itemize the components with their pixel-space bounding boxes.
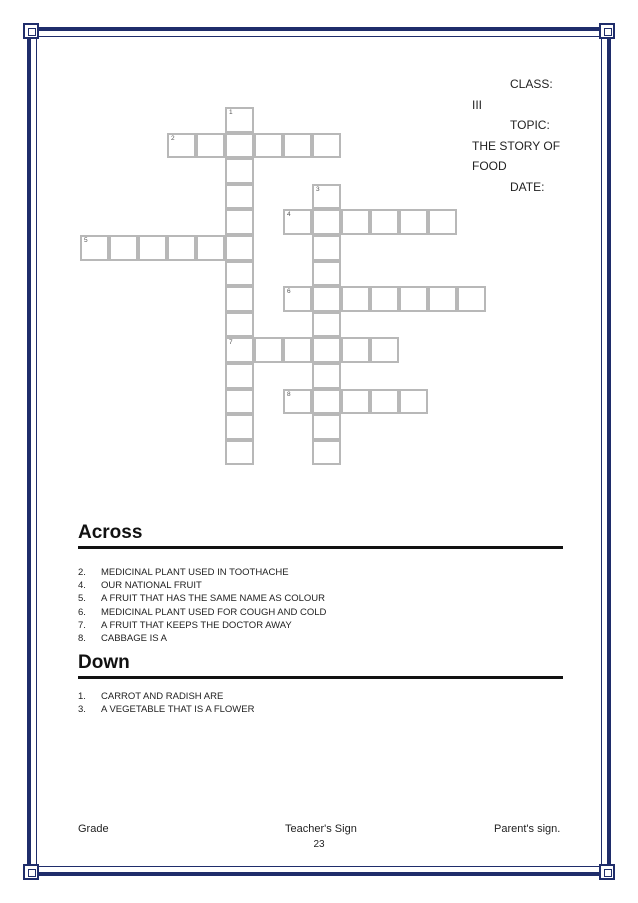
crossword-cell[interactable]: [312, 414, 341, 440]
crossword-cell[interactable]: [312, 312, 341, 338]
crossword-cell[interactable]: [370, 209, 399, 235]
crossword-cell[interactable]: [341, 286, 370, 312]
crossword-cell[interactable]: [80, 235, 109, 261]
topic-label: TOPIC:: [510, 118, 550, 132]
corner-ornament: [23, 864, 39, 880]
page-number: 23: [313, 839, 325, 850]
clue-number: 1.: [78, 691, 86, 702]
across-heading: Across: [78, 522, 143, 543]
clue-text: OUR NATIONAL FRUIT: [101, 580, 202, 592]
crossword-cell[interactable]: [225, 184, 254, 210]
crossword-cell[interactable]: [312, 286, 341, 312]
crossword-cell[interactable]: [312, 337, 341, 363]
crossword-cell[interactable]: [225, 337, 254, 363]
grade-label: Grade: [78, 823, 109, 835]
crossword-cell[interactable]: [196, 235, 225, 261]
across-clue: [78, 632, 326, 645]
crossword-cell[interactable]: [312, 389, 341, 415]
crossword-cell[interactable]: [341, 337, 370, 363]
crossword-cell[interactable]: [399, 209, 428, 235]
crossword-cell[interactable]: [370, 286, 399, 312]
teacher-sign-label: Teacher's Sign: [285, 823, 357, 835]
clue-number-label: 6: [287, 288, 291, 296]
class-value: III: [472, 97, 483, 112]
clue-number-label: 7: [229, 339, 233, 347]
clue-number-label: 4: [287, 211, 291, 219]
crossword-cell[interactable]: [312, 261, 341, 287]
clue-text: CABBAGE IS A: [101, 633, 167, 645]
crossword-cell[interactable]: [138, 235, 167, 261]
crossword-cell[interactable]: [428, 286, 457, 312]
clue-text: A VEGETABLE THAT IS A FLOWER: [101, 704, 255, 716]
down-divider: [78, 676, 563, 679]
crossword-cell[interactable]: [109, 235, 138, 261]
crossword-cell[interactable]: [225, 158, 254, 184]
crossword-cell[interactable]: [283, 286, 312, 312]
crossword-cell[interactable]: [196, 133, 225, 159]
across-clue: [78, 619, 326, 632]
corner-ornament: [599, 864, 615, 880]
crossword-cell[interactable]: [283, 133, 312, 159]
clue-number: 3.: [78, 704, 86, 716]
down-clue: [78, 703, 254, 716]
crossword-cell[interactable]: [225, 235, 254, 261]
crossword-cell[interactable]: [167, 133, 196, 159]
crossword-cell[interactable]: [312, 133, 341, 159]
clue-text: A FRUIT THAT KEEPS THE DOCTOR AWAY: [101, 619, 292, 631]
crossword-cell[interactable]: [283, 337, 312, 363]
topic-value-line2: FOOD: [472, 159, 507, 173]
crossword-cell[interactable]: [312, 440, 341, 466]
down-heading: Down: [78, 652, 130, 673]
clue-number-label: 5: [84, 237, 88, 244]
clue-number: 5.: [78, 593, 86, 605]
crossword-cell[interactable]: [225, 363, 254, 389]
clue-number: 2.: [78, 567, 86, 578]
crossword-cell[interactable]: [167, 235, 196, 261]
across-clue: [78, 579, 326, 592]
worksheet-info: [472, 74, 582, 197]
topic-value-line1: THE STORY OF: [472, 138, 561, 153]
crossword-cell[interactable]: [283, 389, 312, 415]
crossword-cell[interactable]: [457, 286, 486, 312]
crossword-cell[interactable]: [225, 286, 254, 312]
class-label: CLASS:: [510, 77, 553, 91]
crossword-cell[interactable]: [225, 209, 254, 235]
down-clue: [78, 690, 254, 703]
clue-number-label: 1: [229, 109, 233, 116]
crossword-cell[interactable]: [225, 261, 254, 287]
crossword-cell[interactable]: [341, 389, 370, 415]
corner-ornament: [23, 23, 39, 39]
across-clue: [78, 606, 326, 619]
corner-ornament: [599, 23, 615, 39]
clue-number-label: 3: [316, 185, 320, 193]
across-clue: [78, 592, 326, 605]
crossword-cell[interactable]: [225, 414, 254, 440]
clue-text: MEDICINAL PLANT USED FOR COUGH AND COLD: [101, 606, 327, 618]
crossword-cell[interactable]: [341, 209, 370, 235]
across-clue: [78, 566, 326, 579]
crossword-cell[interactable]: [254, 337, 283, 363]
crossword-cell[interactable]: [225, 107, 254, 133]
crossword-cell[interactable]: [312, 209, 341, 235]
crossword-cell[interactable]: [225, 440, 254, 466]
crossword-cell[interactable]: [283, 209, 312, 235]
across-clue-list: [78, 566, 326, 645]
crossword-cell[interactable]: [370, 389, 399, 415]
parent-sign-label: Parent's sign.: [494, 823, 561, 835]
crossword-cell[interactable]: [399, 286, 428, 312]
crossword-cell[interactable]: [225, 389, 254, 415]
date-label: DATE:: [510, 179, 545, 194]
clue-number: 6.: [78, 606, 86, 618]
crossword-cell[interactable]: [312, 363, 341, 389]
clue-number: 8.: [78, 633, 86, 645]
clue-number-label: 8: [287, 390, 291, 398]
crossword-cell[interactable]: [225, 312, 254, 338]
crossword-cell[interactable]: [312, 235, 341, 261]
crossword-cell[interactable]: [370, 337, 399, 363]
clue-text: A FRUIT THAT HAS THE SAME NAME AS COLOUR: [101, 593, 326, 605]
clue-number: 4.: [78, 580, 86, 592]
crossword-cell[interactable]: [254, 133, 283, 159]
crossword-cell[interactable]: [312, 184, 341, 210]
clue-text: MEDICINAL PLANT USED IN TOOTHACHE: [101, 567, 289, 578]
down-clue-list: [78, 690, 254, 716]
across-divider: [78, 546, 563, 549]
clue-number-label: 2: [171, 134, 175, 142]
crossword-cell[interactable]: [428, 209, 457, 235]
crossword-cell[interactable]: [399, 389, 428, 415]
crossword-cell[interactable]: [225, 133, 254, 159]
clue-number: 7.: [78, 619, 86, 631]
clue-text: CARROT AND RADISH ARE: [101, 691, 224, 702]
